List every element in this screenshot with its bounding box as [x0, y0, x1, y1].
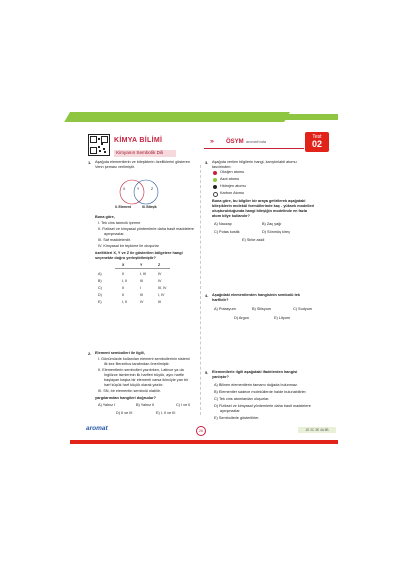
q4-line1: Aşağıdaki elementlerden hangisinin sembolü tek — [212, 293, 300, 297]
green-stripe — [64, 112, 290, 122]
q1-option-c-x: II — [122, 286, 124, 290]
q1-option-c-y: I — [140, 286, 141, 290]
q3-item-3: Karbon Atomu — [220, 191, 245, 195]
q2-s2: II. Elementlerin sembolleri yazılırken, Latince ya da — [98, 368, 184, 372]
red-stripe — [70, 440, 338, 444]
q1-option-d-x: II — [122, 293, 124, 297]
q1-option-d-y: III — [140, 293, 143, 297]
test-badge — [305, 132, 329, 152]
q3-item-0: Oksijen atomu — [220, 170, 245, 174]
q3-b3: oluşturulduğunda hangi bileşiğin modelinde en fazla — [212, 209, 307, 213]
q1-option-b-y: III — [140, 279, 143, 283]
table-rule — [115, 268, 170, 269]
q2-option-c[interactable]: C) I ve II — [176, 403, 191, 407]
aromat-logo: aromat — [86, 425, 108, 432]
q3-number: 3. — [205, 160, 209, 165]
q2-s1b: ilk kez Berzelius tarafından önerilmiştir. — [104, 362, 170, 366]
q1-option-c-z: III, IV — [158, 286, 167, 290]
q4-option-b[interactable]: B) Silisyum — [252, 307, 271, 311]
q5-option-d[interactable]: D) Fiziksel ve kimyasal yöntemlerle daha basit maddelere — [214, 404, 311, 408]
green-stripe-right — [268, 114, 338, 120]
q1-option-e-x: I, II — [122, 300, 127, 304]
q1-option-e-key[interactable]: E) — [98, 300, 102, 304]
q4-line2: harflidir? — [212, 298, 229, 302]
q5-line2: yanlıştır? — [212, 375, 229, 379]
q2-s1: I. Günümüzde kullanılan element sembollerinin sistemi — [98, 357, 190, 361]
q5-line1: Elementlerle ilgili aşağıdaki ifadelerden hangisi — [212, 370, 298, 374]
header-divider — [204, 148, 304, 149]
q2-s2b: İngilizce isimlerinin ilk harfleri büyük, aynı harfle — [104, 373, 184, 377]
q5-option-b[interactable]: B) Elementler sadece moleküllerde halde bulunabilirler. — [214, 390, 307, 394]
page-subtitle: Kimyanın Sembolik Dili — [116, 150, 163, 155]
q2-ask: yargılarından hangileri doğrudur? — [95, 396, 156, 400]
q3-option-a[interactable]: A) Naczap — [214, 222, 232, 226]
q1-option-a-y: I, III — [140, 272, 146, 276]
q5-option-e[interactable]: E) Sembollerle gösterilirler. — [214, 416, 260, 420]
q1-given: Buna göre, — [95, 215, 115, 219]
osym-label: ÖSYM — [226, 139, 244, 145]
nitrogen-dot-icon — [213, 178, 217, 182]
q1-option-e-z: III — [158, 300, 161, 304]
col-z: Z — [158, 263, 161, 267]
carbon-dot-icon — [213, 192, 218, 197]
venn-z: Z — [151, 187, 154, 191]
venn-y: Y — [137, 187, 140, 191]
hydrogen-dot-icon — [213, 185, 217, 189]
q1-s4: IV. Kimyasal bir tepkime ile oluşurlar — [98, 244, 159, 248]
page-number: 26 — [196, 426, 206, 436]
q5-option-c[interactable]: C) Tek cins atomlardan oluşurlar. — [214, 397, 270, 401]
qr-code-icon[interactable] — [88, 134, 110, 156]
q3-option-c[interactable]: C) Potas kostik — [214, 230, 240, 234]
q1-s1: I. Tek cins tanecik içerme — [98, 221, 141, 225]
q3-b1: Buna göre, bu bilgiler bir araya getirilerek aşağıdaki — [212, 199, 306, 203]
q1-number: 1. — [88, 160, 92, 165]
q1-option-a-x: II — [122, 272, 124, 276]
q1-option-c-key[interactable]: C) — [98, 286, 102, 290]
q1-line2: Venn şeması verilmiştir. — [95, 165, 135, 169]
q1-ask1: özellikleri X, Y ve Z ile gösterilen bölgelere hangi — [95, 251, 183, 255]
q1-option-e-y: IV — [140, 300, 144, 304]
q1-s2: II. Fiziksel ve kimyasal yöntemlerle daha basit maddelere — [98, 227, 195, 231]
q2-s3: III. SN, bir elementin sembolü olabilir. — [98, 389, 161, 393]
column-divider — [200, 165, 202, 415]
venn-label-compound: III. Bileşik — [142, 205, 157, 209]
q3-line1: Aşağıda verilen bilgilerin hangi, karıştırılabil atomu — [212, 160, 297, 164]
q3-item-1: Azot atomu — [220, 177, 240, 181]
q1-option-a-z: IV — [158, 272, 162, 276]
answer-key: 1E 2C 3E 4A 5B — [298, 427, 336, 433]
q4-option-d[interactable]: D) Argon — [234, 316, 249, 320]
q4-option-e[interactable]: E) Lityum — [274, 316, 291, 320]
q1-s2b: ayrışmazlar. — [104, 232, 125, 236]
q3-b2: bileşiklerin molekül formüllerinde kaç - yüksek modelleri — [212, 204, 315, 208]
q3-option-b[interactable]: B) Zaç yağı — [262, 222, 282, 226]
q2-s2d: harf küçük harf küçük olarak yazılır. — [104, 383, 164, 387]
q2-option-e[interactable]: E) I, II ve III — [156, 411, 176, 415]
q1-option-b-key[interactable]: B) — [98, 279, 102, 283]
venn-x: X — [123, 187, 126, 191]
col-x: X — [122, 263, 125, 267]
q2-number: 2. — [88, 351, 92, 356]
q2-s2c: başlayan başka bir elementi varsa ikinciyle yan bir — [104, 378, 189, 382]
q2-option-d[interactable]: D) II ve III — [116, 411, 133, 415]
q4-option-a[interactable]: A) Potasyum — [214, 307, 236, 311]
q3-b4: atom bilye kullanılır? — [212, 214, 250, 218]
q5-option-a[interactable]: A) Bilinen elementlerin tamamı doğada bulunmaz. — [214, 383, 298, 387]
oxygen-dot-icon — [213, 171, 217, 175]
q3-line2: tasvirinden: — [212, 165, 232, 169]
brand-title: KİMYA BİLİMİ — [114, 137, 163, 144]
q2-option-a[interactable]: A) Yalnız I — [98, 403, 116, 407]
chevrons-icon: ››› — [210, 139, 213, 145]
venn-label-element: II. Element — [115, 205, 131, 209]
q4-number: 4. — [205, 293, 209, 298]
q1-s3: III. Saf maddelerdir. — [98, 238, 131, 242]
test-label: Test — [312, 134, 322, 140]
q1-option-d-key[interactable]: D) — [98, 293, 102, 297]
test-number: 02 — [311, 139, 322, 149]
q3-option-e[interactable]: E) Sirke asidi — [242, 238, 265, 242]
q5-number: 5. — [205, 370, 209, 375]
q3-item-2: Hidrojen atomu — [220, 184, 246, 188]
q4-option-c[interactable]: C) Sodyum — [293, 307, 312, 311]
q2-option-b[interactable]: B) Yalnız II — [136, 403, 155, 407]
q5-option-d-cont: ayrışmazlar. — [220, 409, 241, 413]
q1-option-d-z: I, IV — [158, 293, 165, 297]
osym-sub: aromat'ında — [246, 140, 266, 144]
q1-line1: Aşağıda elementlerin ve bileşiklerin özelliklerini gösteren — [95, 160, 190, 164]
q1-option-b-z: IV — [158, 279, 162, 283]
col-y: Y — [140, 263, 143, 267]
q3-option-d[interactable]: D) Sönmüş kireç — [262, 230, 291, 234]
q1-ask2: seçenekte doğru yerleştirilmiştir? — [95, 256, 156, 260]
q1-option-a-key[interactable]: A) — [98, 272, 102, 276]
q1-option-b-x: I, II — [122, 279, 127, 283]
q2-title: Element sembolleri ile ilgili, — [95, 351, 145, 355]
